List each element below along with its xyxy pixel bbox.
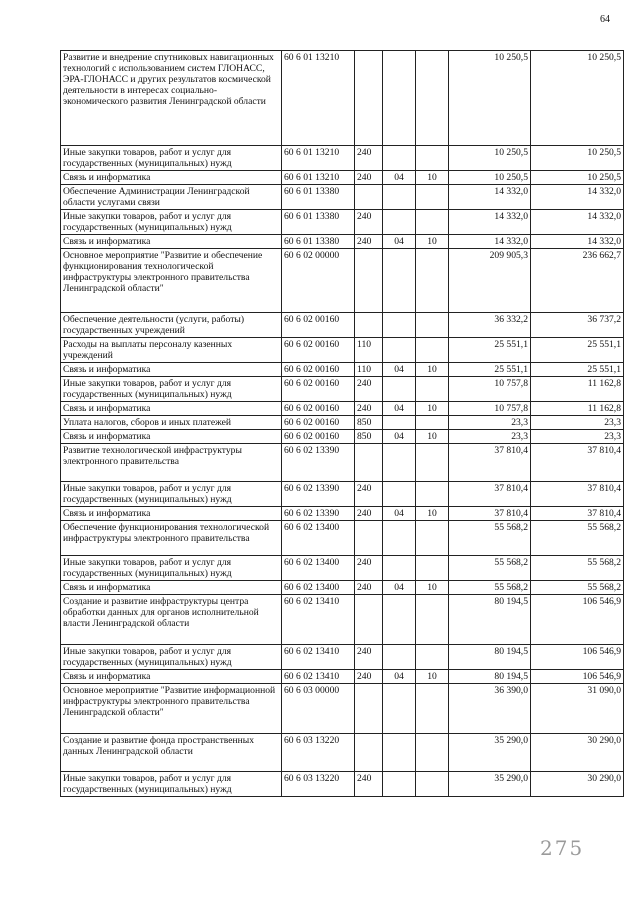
row-name: Развитие и внедрение спутниковых навигационных технологий с использованием систем ГЛОНАСС, ЭРА-ГЛОНАСС и других результатов космической деятельности в интересах социально-экономического развития Ленинградской области <box>61 51 282 146</box>
table-row <box>61 146 624 171</box>
row-expense-type: 240 <box>355 482 383 507</box>
row-subsection: 10 <box>416 235 449 249</box>
row-name: Иные закупки товаров, работ и услуг для государственных (муниципальных) нужд <box>61 210 282 235</box>
row-subsection <box>416 416 449 430</box>
page-number: 64 <box>600 14 610 25</box>
row-name: Основное мероприятие "Развитие информационной инфраструктуры электронного правительства Ленинградской области" <box>61 684 282 734</box>
row-target-code: 60 6 03 13220 <box>282 772 355 797</box>
row-expense-type <box>355 444 383 482</box>
row-amount-year2: 37 810,4 <box>531 507 624 521</box>
row-section <box>383 595 416 645</box>
row-expense-type: 240 <box>355 556 383 581</box>
row-name: Связь и информатика <box>61 363 282 377</box>
row-section <box>383 377 416 402</box>
row-amount-year1: 25 551,1 <box>449 363 531 377</box>
row-section <box>383 416 416 430</box>
row-subsection <box>416 146 449 171</box>
row-amount-year1: 10 757,8 <box>449 377 531 402</box>
row-name: Обеспечение Администрации Ленинградской области услугами связи <box>61 185 282 210</box>
row-subsection <box>416 556 449 581</box>
row-subsection: 10 <box>416 430 449 444</box>
row-expense-type: 240 <box>355 377 383 402</box>
row-target-code: 60 6 02 13410 <box>282 645 355 670</box>
table-row <box>61 416 624 430</box>
row-name: Связь и информатика <box>61 430 282 444</box>
row-amount-year1: 80 194,5 <box>449 645 531 670</box>
row-amount-year1: 37 810,4 <box>449 444 531 482</box>
budget-table <box>60 50 624 797</box>
row-amount-year2: 36 737,2 <box>531 313 624 338</box>
row-name: Иные закупки товаров, работ и услуг для государственных (муниципальных) нужд <box>61 556 282 581</box>
row-name: Иные закупки товаров, работ и услуг для государственных (муниципальных) нужд <box>61 377 282 402</box>
row-name: Связь и информатика <box>61 670 282 684</box>
row-amount-year2: 55 568,2 <box>531 581 624 595</box>
row-expense-type: 850 <box>355 430 383 444</box>
row-target-code: 60 6 02 00160 <box>282 338 355 363</box>
row-subsection: 10 <box>416 581 449 595</box>
row-section: 04 <box>383 171 416 185</box>
row-target-code: 60 6 02 13400 <box>282 556 355 581</box>
row-amount-year2: 30 290,0 <box>531 734 624 772</box>
row-target-code: 60 6 02 13390 <box>282 507 355 521</box>
row-subsection <box>416 51 449 146</box>
row-expense-type <box>355 521 383 556</box>
row-amount-year1: 55 568,2 <box>449 556 531 581</box>
row-name: Иные закупки товаров, работ и услуг для государственных (муниципальных) нужд <box>61 772 282 797</box>
row-expense-type: 240 <box>355 507 383 521</box>
row-target-code: 60 6 01 13210 <box>282 51 355 146</box>
row-target-code: 60 6 02 13390 <box>282 444 355 482</box>
row-amount-year1: 14 332,0 <box>449 210 531 235</box>
table-row <box>61 521 624 556</box>
row-name: Связь и информатика <box>61 507 282 521</box>
row-section <box>383 482 416 507</box>
row-expense-type <box>355 51 383 146</box>
row-target-code: 60 6 01 13380 <box>282 210 355 235</box>
table-row <box>61 430 624 444</box>
table-row <box>61 377 624 402</box>
row-expense-type: 110 <box>355 338 383 363</box>
row-amount-year1: 55 568,2 <box>449 521 531 556</box>
row-subsection <box>416 444 449 482</box>
row-subsection <box>416 210 449 235</box>
row-target-code: 60 6 01 13380 <box>282 185 355 210</box>
row-subsection: 10 <box>416 402 449 416</box>
row-subsection <box>416 338 449 363</box>
row-subsection <box>416 313 449 338</box>
row-section: 04 <box>383 670 416 684</box>
row-amount-year2: 106 546,9 <box>531 595 624 645</box>
row-amount-year1: 80 194,5 <box>449 670 531 684</box>
row-target-code: 60 6 02 00160 <box>282 430 355 444</box>
table-row <box>61 210 624 235</box>
row-target-code: 60 6 02 13410 <box>282 595 355 645</box>
row-section <box>383 210 416 235</box>
row-subsection: 10 <box>416 363 449 377</box>
row-amount-year2: 10 250,5 <box>531 51 624 146</box>
row-subsection <box>416 645 449 670</box>
table-row <box>61 402 624 416</box>
row-subsection <box>416 377 449 402</box>
row-amount-year1: 14 332,0 <box>449 235 531 249</box>
row-amount-year2: 10 250,5 <box>531 146 624 171</box>
row-amount-year1: 55 568,2 <box>449 581 531 595</box>
row-section: 04 <box>383 507 416 521</box>
row-name: Иные закупки товаров, работ и услуг для государственных (муниципальных) нужд <box>61 482 282 507</box>
row-target-code: 60 6 01 13380 <box>282 235 355 249</box>
row-section <box>383 338 416 363</box>
row-name: Расходы на выплаты персоналу казенных учреждений <box>61 338 282 363</box>
row-expense-type: 240 <box>355 402 383 416</box>
row-name: Иные закупки товаров, работ и услуг для государственных (муниципальных) нужд <box>61 146 282 171</box>
row-amount-year2: 37 810,4 <box>531 444 624 482</box>
table-row <box>61 235 624 249</box>
row-amount-year2: 23,3 <box>531 430 624 444</box>
row-section <box>383 734 416 772</box>
table-row <box>61 249 624 313</box>
row-section <box>383 772 416 797</box>
row-subsection <box>416 734 449 772</box>
row-target-code: 60 6 02 00160 <box>282 363 355 377</box>
row-amount-year1: 10 757,8 <box>449 402 531 416</box>
row-target-code: 60 6 03 00000 <box>282 684 355 734</box>
row-amount-year1: 10 250,5 <box>449 51 531 146</box>
row-subsection <box>416 595 449 645</box>
row-amount-year2: 236 662,7 <box>531 249 624 313</box>
row-expense-type <box>355 595 383 645</box>
row-amount-year1: 209 905,3 <box>449 249 531 313</box>
row-target-code: 60 6 03 13220 <box>282 734 355 772</box>
row-amount-year2: 37 810,4 <box>531 482 624 507</box>
row-amount-year2: 31 090,0 <box>531 684 624 734</box>
row-section <box>383 185 416 210</box>
row-name: Уплата налогов, сборов и иных платежей <box>61 416 282 430</box>
row-amount-year2: 10 250,5 <box>531 171 624 185</box>
row-subsection <box>416 772 449 797</box>
row-target-code: 60 6 02 13400 <box>282 581 355 595</box>
row-section: 04 <box>383 363 416 377</box>
row-section: 04 <box>383 430 416 444</box>
table-row <box>61 51 624 146</box>
table-row <box>61 772 624 797</box>
row-target-code: 60 6 02 00000 <box>282 249 355 313</box>
row-target-code: 60 6 02 00160 <box>282 313 355 338</box>
row-name: Связь и информатика <box>61 171 282 185</box>
row-amount-year2: 106 546,9 <box>531 670 624 684</box>
row-subsection: 10 <box>416 670 449 684</box>
row-amount-year1: 80 194,5 <box>449 595 531 645</box>
table-row <box>61 338 624 363</box>
table-row <box>61 684 624 734</box>
row-target-code: 60 6 01 13210 <box>282 171 355 185</box>
table-row <box>61 507 624 521</box>
row-amount-year2: 14 332,0 <box>531 235 624 249</box>
row-amount-year2: 106 546,9 <box>531 645 624 670</box>
row-subsection <box>416 482 449 507</box>
row-section <box>383 645 416 670</box>
row-expense-type: 110 <box>355 363 383 377</box>
row-amount-year1: 35 290,0 <box>449 772 531 797</box>
row-amount-year1: 37 810,4 <box>449 482 531 507</box>
row-section <box>383 521 416 556</box>
row-section <box>383 51 416 146</box>
row-expense-type: 240 <box>355 772 383 797</box>
row-name: Создание и развитие фонда пространственных данных Ленинградской области <box>61 734 282 772</box>
row-expense-type: 240 <box>355 210 383 235</box>
row-expense-type: 240 <box>355 171 383 185</box>
row-name: Связь и информатика <box>61 235 282 249</box>
row-section: 04 <box>383 235 416 249</box>
row-amount-year2: 14 332,0 <box>531 210 624 235</box>
row-section <box>383 313 416 338</box>
row-section <box>383 249 416 313</box>
row-expense-type: 240 <box>355 670 383 684</box>
row-amount-year2: 55 568,2 <box>531 556 624 581</box>
row-name: Обеспечение деятельности (услуги, работы) государственных учреждений <box>61 313 282 338</box>
table-row <box>61 313 624 338</box>
row-name: Обеспечение функционирования технологической инфраструктуры электронного правительства <box>61 521 282 556</box>
row-amount-year2: 55 568,2 <box>531 521 624 556</box>
row-expense-type <box>355 734 383 772</box>
row-target-code: 60 6 02 13400 <box>282 521 355 556</box>
row-expense-type <box>355 185 383 210</box>
row-amount-year1: 10 250,5 <box>449 171 531 185</box>
row-subsection <box>416 249 449 313</box>
row-section <box>383 556 416 581</box>
table-row <box>61 171 624 185</box>
row-expense-type: 850 <box>355 416 383 430</box>
row-name: Развитие технологической инфраструктуры электронного правительства <box>61 444 282 482</box>
row-amount-year1: 35 290,0 <box>449 734 531 772</box>
table-row <box>61 734 624 772</box>
row-amount-year2: 23,3 <box>531 416 624 430</box>
row-amount-year1: 36 390,0 <box>449 684 531 734</box>
table-row <box>61 595 624 645</box>
row-target-code: 60 6 02 00160 <box>282 402 355 416</box>
row-amount-year2: 14 332,0 <box>531 185 624 210</box>
table-row <box>61 670 624 684</box>
row-subsection <box>416 521 449 556</box>
row-subsection: 10 <box>416 507 449 521</box>
row-amount-year2: 11 162,8 <box>531 377 624 402</box>
table-row <box>61 645 624 670</box>
row-expense-type <box>355 684 383 734</box>
row-expense-type: 240 <box>355 235 383 249</box>
row-amount-year1: 36 332,2 <box>449 313 531 338</box>
row-amount-year2: 25 551,1 <box>531 363 624 377</box>
table-row <box>61 556 624 581</box>
table-row <box>61 581 624 595</box>
table-row <box>61 185 624 210</box>
table-row <box>61 482 624 507</box>
row-amount-year2: 11 162,8 <box>531 402 624 416</box>
table-row <box>61 363 624 377</box>
row-section <box>383 684 416 734</box>
row-target-code: 60 6 02 13390 <box>282 482 355 507</box>
row-subsection: 10 <box>416 171 449 185</box>
row-name: Иные закупки товаров, работ и услуг для государственных (муниципальных) нужд <box>61 645 282 670</box>
row-amount-year1: 23,3 <box>449 416 531 430</box>
row-expense-type: 240 <box>355 146 383 171</box>
row-section: 04 <box>383 402 416 416</box>
row-amount-year1: 37 810,4 <box>449 507 531 521</box>
row-expense-type <box>355 249 383 313</box>
row-section <box>383 146 416 171</box>
handwritten-page-number: 275 <box>540 836 585 860</box>
row-name: Связь и информатика <box>61 402 282 416</box>
row-name: Создание и развитие инфраструктуры центра обработки данных для органов исполнительной власти Ленинградской области <box>61 595 282 645</box>
row-name: Связь и информатика <box>61 581 282 595</box>
row-target-code: 60 6 01 13210 <box>282 146 355 171</box>
row-amount-year1: 23,3 <box>449 430 531 444</box>
row-subsection <box>416 684 449 734</box>
row-expense-type: 240 <box>355 581 383 595</box>
row-section: 04 <box>383 581 416 595</box>
row-amount-year1: 25 551,1 <box>449 338 531 363</box>
row-expense-type: 240 <box>355 645 383 670</box>
table-row <box>61 444 624 482</box>
row-amount-year2: 30 290,0 <box>531 772 624 797</box>
row-section <box>383 444 416 482</box>
row-expense-type <box>355 313 383 338</box>
row-amount-year1: 14 332,0 <box>449 185 531 210</box>
row-amount-year1: 10 250,5 <box>449 146 531 171</box>
row-subsection <box>416 185 449 210</box>
row-target-code: 60 6 02 00160 <box>282 377 355 402</box>
row-amount-year2: 25 551,1 <box>531 338 624 363</box>
row-target-code: 60 6 02 00160 <box>282 416 355 430</box>
row-name: Основное мероприятие "Развитие и обеспечение функционирования технологической инфраструктуры электронного правительства Ленинградской области" <box>61 249 282 313</box>
row-target-code: 60 6 02 13410 <box>282 670 355 684</box>
